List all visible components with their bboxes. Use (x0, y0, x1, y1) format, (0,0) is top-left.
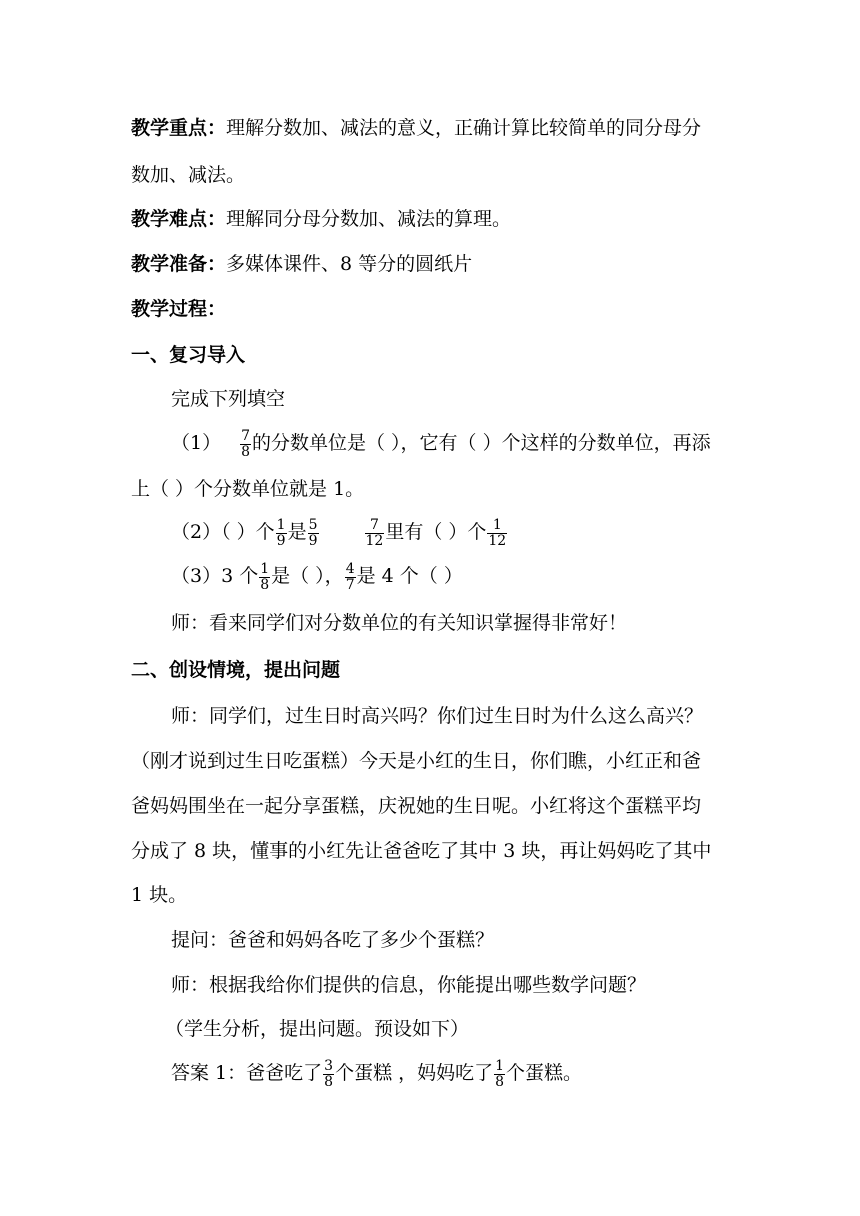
fraction-denominator: 9 (308, 532, 318, 549)
paragraph-line-5: 1 块。 (131, 884, 188, 906)
fraction-numerator: 1 (495, 1057, 505, 1074)
fraction-denominator: 9 (276, 532, 286, 549)
fraction-denominator: 8 (260, 576, 270, 593)
fill-intro: 完成下列填空 (171, 388, 286, 410)
q1-text: 的分数单位是（ ），它有（ ）个这样的分数单位，再添 (252, 432, 711, 454)
fraction-denominator: 12 (365, 532, 384, 549)
fraction-q2-b (308, 518, 319, 549)
q2-mid-1: 是 (287, 521, 307, 543)
q1-prefix: （1） (171, 432, 222, 454)
fraction-numerator: 7 (365, 518, 385, 534)
difficult-points-text: 理解同分母分数加、减法的算理。 (226, 208, 512, 230)
fraction-denominator: 7 (345, 576, 355, 593)
q2-mid-2: 里有（ ）个 (385, 521, 487, 543)
answer-mid: 个蛋糕 ，妈妈吃了 (335, 1062, 494, 1084)
difficult-points-label: 教学难点： (131, 208, 227, 230)
teacher-praise: 师：看来同学们对分数单位的有关知识掌握得非常好！ (171, 612, 628, 634)
process-heading: 教学过程： (131, 298, 227, 320)
question-1-line (171, 428, 711, 460)
key-points-line (131, 113, 701, 143)
answer-end: 个蛋糕。 (506, 1062, 583, 1084)
fraction-numerator: 1 (260, 560, 270, 577)
fraction-numerator: 7 (241, 427, 251, 444)
fraction-answer-b (494, 1059, 505, 1090)
fraction-denominator: 8 (495, 1073, 505, 1090)
paragraph-line-1: 师：同学们，过生日时高兴吗？你们过生日时为什么这么高兴？ (171, 705, 704, 727)
question-1-continuation: 上（ ）个分数单位就是 1。 (131, 478, 365, 500)
fraction-numerator: 1 (487, 518, 507, 534)
paragraph-line-2: （刚才说到过生日吃蛋糕）今天是小红的生日，你们瞧，小红正和爸 (131, 750, 702, 772)
answer-1-line (171, 1058, 582, 1090)
paragraph-line-4: 分成了 8 块，懂事的小红先让爸爸吃了其中 3 块，再让妈妈吃了其中 (131, 840, 712, 862)
fraction-numerator: 4 (345, 560, 355, 577)
fraction-numerator: 3 (324, 1057, 334, 1074)
fraction-denominator: 12 (488, 532, 507, 549)
fraction-denominator: 8 (241, 443, 251, 460)
difficult-points-line (131, 204, 511, 234)
question-3-line (171, 561, 463, 593)
section1-heading: 一、复习导入 (131, 344, 246, 366)
q3-mid-1: 是（ ）， (271, 565, 344, 587)
key-points-continuation: 数加、减法。 (131, 164, 246, 186)
fraction-numerator: 1 (276, 516, 286, 533)
answer-prefix: 答案 1：爸爸吃了 (171, 1062, 323, 1084)
preparation-text: 多媒体课件、8 等分的圆纸片 (226, 253, 473, 275)
fraction-denominator: 8 (324, 1073, 334, 1090)
fraction-numerator: 5 (308, 516, 318, 533)
teacher-ask: 师：根据我给你们提供的信息，你能提出哪些数学问题？ (171, 974, 647, 996)
q3-mid-2: 是 4 个（ ） (356, 565, 463, 587)
fraction-q1 (240, 429, 251, 460)
question-2-line (171, 517, 508, 549)
key-points-label: 教学重点： (131, 117, 227, 139)
fraction-q3-a (259, 562, 270, 593)
section2-heading: 二、创设情境，提出问题 (131, 659, 341, 681)
preparation-line (131, 249, 472, 279)
question-prompt: 提问：爸爸和妈妈各吃了多少个蛋糕？ (171, 929, 495, 951)
key-points-text: 理解分数加、减法的意义，正确计算比较简单的同分母分 (226, 117, 702, 139)
preparation-label: 教学准备： (131, 253, 227, 275)
paragraph-line-3: 爸妈妈围坐在一起分享蛋糕，庆祝她的生日呢。小红将这个蛋糕平均 (131, 795, 702, 817)
fraction-q2-a (276, 518, 287, 549)
fraction-q2-c (365, 518, 385, 549)
student-note: （学生分析，提出问题。预设如下） (165, 1018, 470, 1040)
q2-prefix: （2）（ ）个 (171, 521, 275, 543)
fraction-q3-b (345, 562, 356, 593)
q3-prefix: （3）3 个 (171, 565, 259, 587)
fraction-q2-d (487, 518, 507, 549)
fraction-answer-a (323, 1059, 334, 1090)
